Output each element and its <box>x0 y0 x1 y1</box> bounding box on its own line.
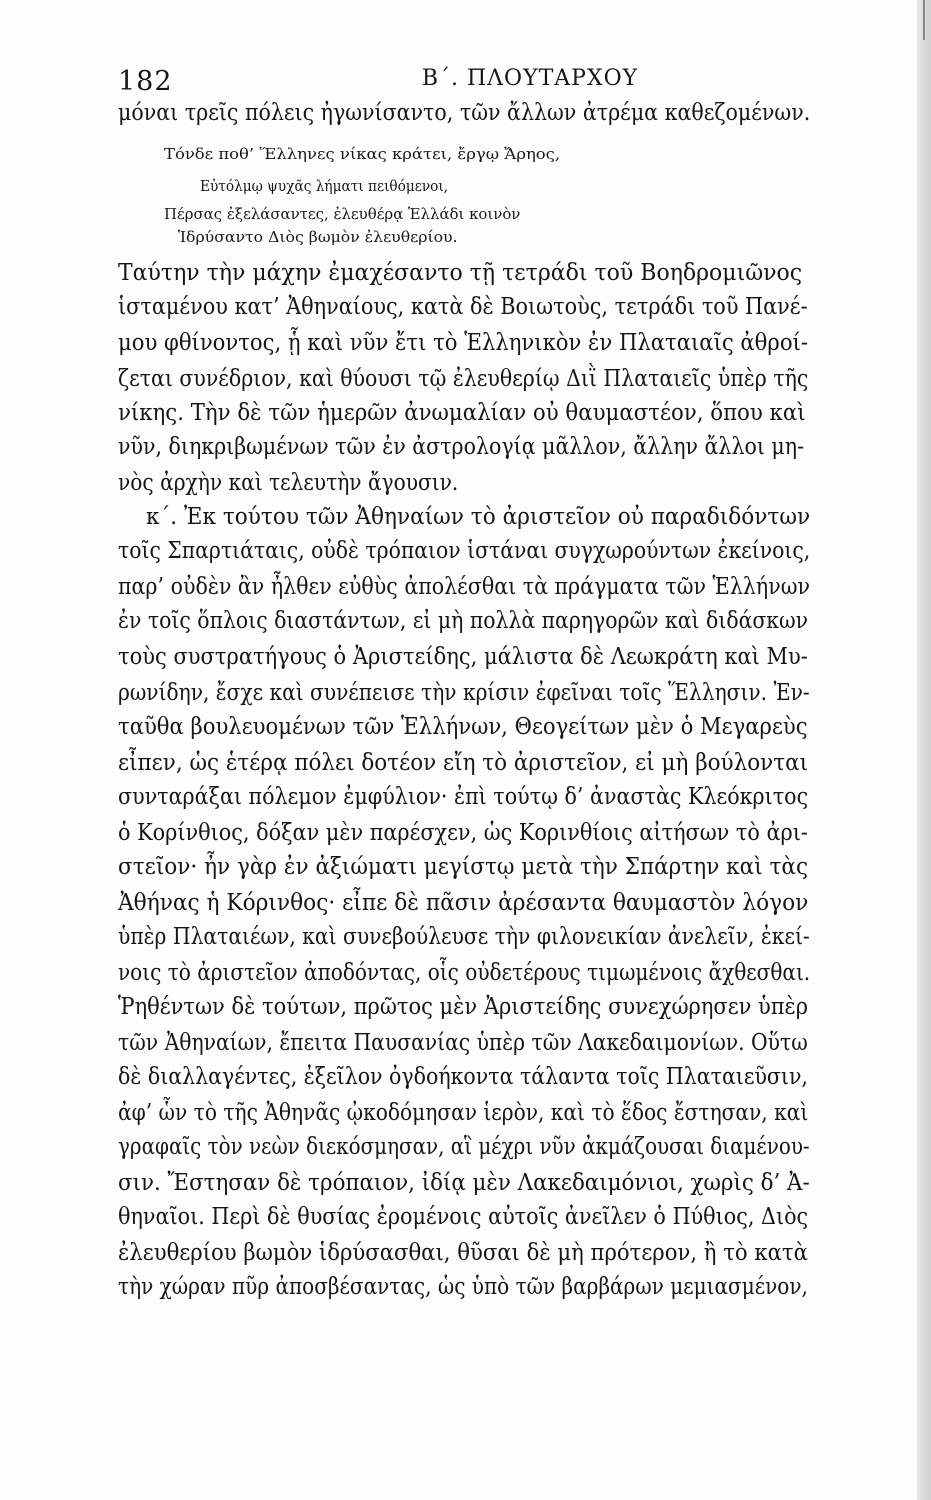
paragraph-line: ἐν τοῖς ὅπλοις διαστάντων, εἰ μὴ πολλὰ παρηγορῶν καὶ διδάσκων <box>118 608 809 634</box>
paragraph-line: ρωνίδην, ἔσχε καὶ συνέπεισε τὴν κρίσιν ἐφεῖναι τοῖς Ἕλλησιν. Ἐν- <box>118 680 810 706</box>
epigram-line: Εὐτόλμῳ ψυχᾶς λήματι πειθόμενοι, <box>200 177 449 195</box>
intro-line: μόναι τρεῖς πόλεις ἠγωνίσαντο, τῶν ἄλλων ἀτρέμα καθεζομένων. <box>118 100 811 126</box>
paragraph-line: νίκης. Τὴν δὲ τῶν ἡμερῶν ἀνωμαλίαν οὐ θαυμαστέον, ὅπου καὶ <box>118 400 806 426</box>
paragraph-line: τοὺς συστρατήγους ὁ Ἀριστείδης, μάλιστα δὲ Λεωκράτη καὶ Μυ- <box>118 644 808 670</box>
epigram-line: Πέρσας ἐξελάσαντες, ἐλευθέρᾳ Ἑλλάδι κοινὸν <box>164 205 521 223</box>
paragraph-line: Ῥηθέντων δὲ τούτων, πρῶτος μὲν Ἀριστείδης συνεχώρησεν ὑπὲρ <box>118 994 809 1020</box>
paragraph-line: νῦν, διηκριβωμένων τῶν ἐν ἀστρολογίᾳ μᾶλλον, ἄλλην ἄλλοι μη- <box>118 434 805 460</box>
paragraph-line: τοῖς Σπαρτιάταις, οὐδὲ τρόπαιον ἱστάναι συγχωρούντων ἐκείνοις, <box>118 538 811 564</box>
paragraph-line: στεῖον· ἦν γὰρ ἐν ἀξιώματι μεγίστῳ μετὰ τὴν Σπάρτην καὶ τὰς <box>118 854 809 880</box>
paragraph-line: τὴν χώραν πῦρ ἀποσβέσαντας, ὡς ὑπὸ τῶν βαρβάρων μεμιασμένον, <box>118 1274 808 1300</box>
epigram-line: Τόνδε ποθ’ Ἕλληνες νίκας κράτει, ἔργῳ Ἄρηος, <box>164 145 561 163</box>
paragraph-line: δὲ διαλλαγέντες, ἐξεῖλον ὀγδοήκοντα τάλαντα τοῖς Πλαταιεῦσιν, <box>118 1064 808 1090</box>
page-number: 182 <box>118 66 173 97</box>
paragraph-line: ὑπὲρ Πλαταιέων, καὶ συνεβούλευσε τὴν φιλονεικίαν ἀνελεῖν, ἐκεί- <box>118 924 810 950</box>
paragraph-line: ζεται συνέδριον, καὶ θύουσι τῷ ἐλευθερίῳ Διῒ Πλαταιεῖς ὑπὲρ τῆς <box>118 366 809 392</box>
paragraph-line: συνταράξαι πόλεμον ἐμφύλιον· ἐπὶ τούτῳ δ’ ἀναστὰς Κλεόκριτος <box>118 784 809 810</box>
paragraph-line: κ΄. Ἐκ τούτου τῶν Ἀθηναίων τὸ ἀριστεῖον οὐ παραδιδόντων <box>146 504 811 530</box>
paragraph-line: τῶν Ἀθηναίων, ἔπειτα Παυσανίας ὑπὲρ τῶν Λακεδαιμονίων. Οὕτω <box>118 1030 808 1056</box>
paragraph-line: γραφαῖς τὸν νεὼν διεκόσμησαν, αἳ μέχρι νῦν ἀκμάζουσαι διαμένου- <box>118 1134 810 1160</box>
paragraph-line: ταῦθα βουλευομένων τῶν Ἑλλήνων, Θεογείτων μὲν ὁ Μεγαρεὺς <box>118 714 808 740</box>
paragraph-line: νὸς ἀρχὴν καὶ τελευτὴν ἄγουσιν. <box>118 470 459 496</box>
paragraph-line: σιν. Ἔστησαν δὲ τρόπαιον, ἰδίᾳ μὲν Λακεδαιμόνιοι, χωρὶς δ’ Ἀ- <box>118 1170 810 1196</box>
paragraph-line: Ἀθήνας ἡ Κόρινθος· εἶπε δὲ πᾶσιν ἀρέσαντα θαυμαστὸν λόγον <box>118 890 809 916</box>
paragraph-line: νοις τὸ ἀριστεῖον ἀποδόντας, οἷς οὐδετέρους τιμωμένοις ἄχθεσθαι. <box>118 960 811 986</box>
paragraph-line: θηναῖοι. Περὶ δὲ θυσίας ἐρομένοις αὐτοῖς ἀνεῖλεν ὁ Πύθιος, Διὸς <box>118 1204 809 1230</box>
page-edge-mark <box>923 0 925 40</box>
paragraph-line: ἀφ’ ὧν τὸ τῆς Ἀθηνᾶς ᾠκοδόμησαν ἱερὸν, καὶ τὸ ἕδος ἔστησαν, καὶ <box>118 1100 809 1126</box>
page-edge <box>917 0 931 1500</box>
epigram-line: Ἱδρύσαντο Διὸς βωμὸν ἐλευθερίου. <box>178 228 458 246</box>
paragraph-line: Ταύτην τὴν μάχην ἐμαχέσαντο τῇ τετράδι τοῦ Βοηδρομιῶνος <box>118 260 803 286</box>
paragraph-line: ἱσταμένου κατ’ Ἀθηναίους, κατὰ δὲ Βοιωτοὺς, τετράδι τοῦ Πανέ- <box>118 294 808 320</box>
paragraph-line: μου φθίνοντος, ᾗ καὶ νῦν ἔτι τὸ Ἑλληνικὸν ἐν Πλαταιαῖς ἀθροί- <box>118 330 808 356</box>
paragraph-line: ἐλευθερίου βωμὸν ἱδρύσασθαι, θῦσαι δὲ μὴ πρότερον, ἢ τὸ κατὰ <box>118 1240 808 1266</box>
paragraph-line: εἶπεν, ὡς ἑτέρᾳ πόλει δοτέον εἴη τὸ ἀριστεῖον, εἰ μὴ βούλονται <box>118 750 809 776</box>
paragraph-line: παρ’ οὐδὲν ἂν ἦλθεν εὐθὺς ἀπολέσθαι τὰ πράγματα τῶν Ἑλλήνων <box>118 574 811 600</box>
paragraph-line: ὁ Κορίνθιος, δόξαν μὲν παρέσχεν, ὡς Κορινθίοις αἰτήσων τὸ ἀρι- <box>118 820 808 846</box>
running-title: Β΄. ΠΛΟΥΤΑΡΧΟΥ <box>421 66 639 91</box>
